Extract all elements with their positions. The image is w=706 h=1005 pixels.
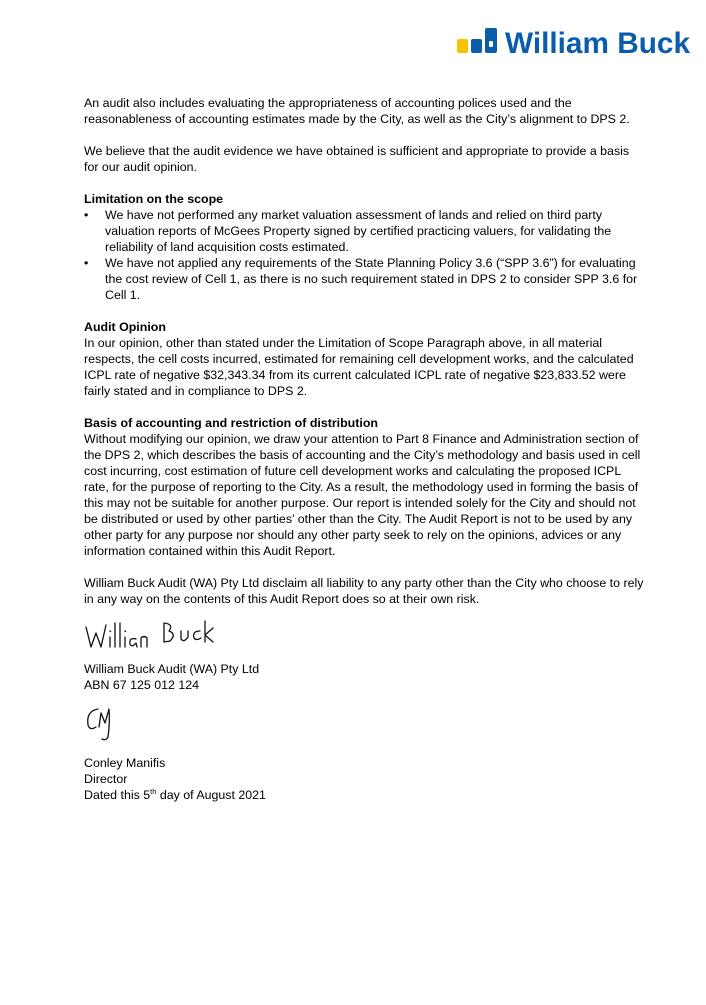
firm-signature — [84, 617, 214, 653]
paragraph-audit-scope: An audit also includes evaluating the appropriateness of accounting polices used and the reasonableness of accounting estimates made by the City, as well as the City’s alignment to DPS 2. — [84, 96, 630, 126]
director-title: Director — [84, 772, 128, 786]
firm-abn: ABN 67 125 012 124 — [84, 678, 200, 692]
date-suffix: day of August 2021 — [156, 788, 266, 802]
logo-mark-yellow — [457, 39, 468, 53]
firm-name: William Buck Audit (WA) Pty Ltd — [84, 662, 260, 676]
date-line — [84, 787, 644, 803]
paragraph-disclaimer: William Buck Audit (WA) Pty Ltd disclaim all liability to any party other than the City who choose to rely in any way on the contents of this Audit Report does so at their own risk. — [84, 576, 644, 606]
report-body — [84, 95, 644, 803]
list-item — [84, 207, 644, 255]
paragraph-audit-evidence: We believe that the audit evidence we have obtained is sufficient and appropriate to provide a basis for our audit opinion. — [84, 144, 630, 174]
director-signature — [84, 699, 124, 743]
limitation-list — [84, 207, 644, 303]
william-buck-logo — [456, 26, 692, 56]
paragraph-audit-opinion: In our opinion, other than stated under the Limitation of Scope Paragraph above, in all material respects, the cell costs incurred, estimated for remaining cell development works, and the calculated ICPL rate of negative $32,343.34 from its current calculated ICPL rate of negative $23,833.52 were fairly stated and in compliance to DPS 2. — [84, 336, 634, 398]
director-name: Conley Manifis — [84, 756, 166, 770]
logo-mark-notch — [489, 41, 493, 47]
bullet-icon: • — [84, 208, 89, 222]
heading-basis-of-accounting: Basis of accounting and restriction of distribution — [84, 416, 378, 430]
date-ordinal: th — [150, 787, 157, 796]
heading-audit-opinion: Audit Opinion — [84, 320, 166, 334]
heading-limitation: Limitation on the scope — [84, 192, 224, 206]
logo-mark-blue-1 — [471, 39, 482, 53]
bullet-icon: • — [84, 256, 89, 270]
list-item — [84, 255, 644, 303]
paragraph-basis-of-accounting: Without modifying our opinion, we draw your attention to Part 8 Finance and Administration section of the DPS 2, which describes the basis of accounting and the City’s methodology and basis used in cell cost incurring, cost estimation of future cell development works and calculating the proposed ICPL rate, for the purpose of reporting to the City. As a result, the methodology used in forming the basis of this may not be suitable for another purpose. Our report is intended solely for the City and should not be distributed or used by other parties’ other than the City. The Audit Report is not to be used by any other party for any purpose nor should any other party seek to rely on the opinions, advices or any information contained within this Audit Report. — [84, 432, 641, 558]
list-item-text: We have not performed any market valuation assessment of lands and relied on third party valuation reports of McGees Property signed by certified practicing valuers, for validating the reliability of land acquisition costs estimated. — [105, 208, 612, 254]
date-prefix: Dated this 5 — [84, 788, 151, 802]
list-item-text: We have not applied any requirements of the State Planning Policy 3.6 (“SPP 3.6”) for evaluating the cost review of Cell 1, as there is no such requirement stated in DPS 2 to consider SPP 3.6 for Cell 1. — [105, 256, 638, 302]
logo-mark-blue-2 — [485, 28, 497, 53]
logo-wordmark: William Buck — [505, 27, 691, 56]
